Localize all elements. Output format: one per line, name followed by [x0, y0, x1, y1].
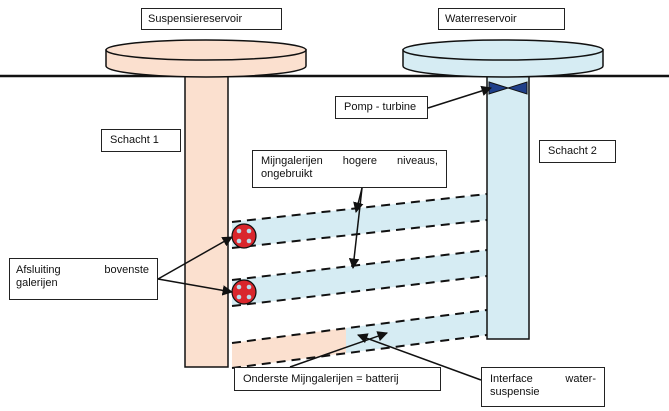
label-closure-upper: Afsluiting bovenste galerijen	[9, 258, 158, 300]
water-reservoir	[403, 40, 603, 77]
shaft-2	[487, 76, 529, 339]
shaft-1	[185, 76, 228, 367]
label-pump-turbine: Pomp - turbine	[335, 96, 428, 119]
arrow-pump-turbine	[428, 88, 491, 108]
lower-gallery-battery	[232, 310, 487, 368]
suspension-reservoir	[106, 40, 306, 77]
label-lower-galleries: Onderste Mijngalerijen = batterij	[234, 367, 441, 391]
label-interface: Interface water-suspensie	[481, 367, 605, 407]
label-shaft-1: Schacht 1	[101, 129, 181, 152]
upper-gallery-1	[232, 194, 487, 248]
label-suspension-reservoir: Suspensiereservoir	[141, 8, 282, 30]
closure-plug-upper	[232, 224, 256, 248]
label-shaft-2: Schacht 2	[539, 140, 616, 163]
closure-plug-lower	[232, 280, 256, 304]
label-water-reservoir: Waterreservoir	[438, 8, 565, 30]
label-upper-galleries: Mijngalerijen hogere niveaus, ongebruikt	[252, 150, 447, 188]
upper-gallery-2	[232, 250, 487, 306]
